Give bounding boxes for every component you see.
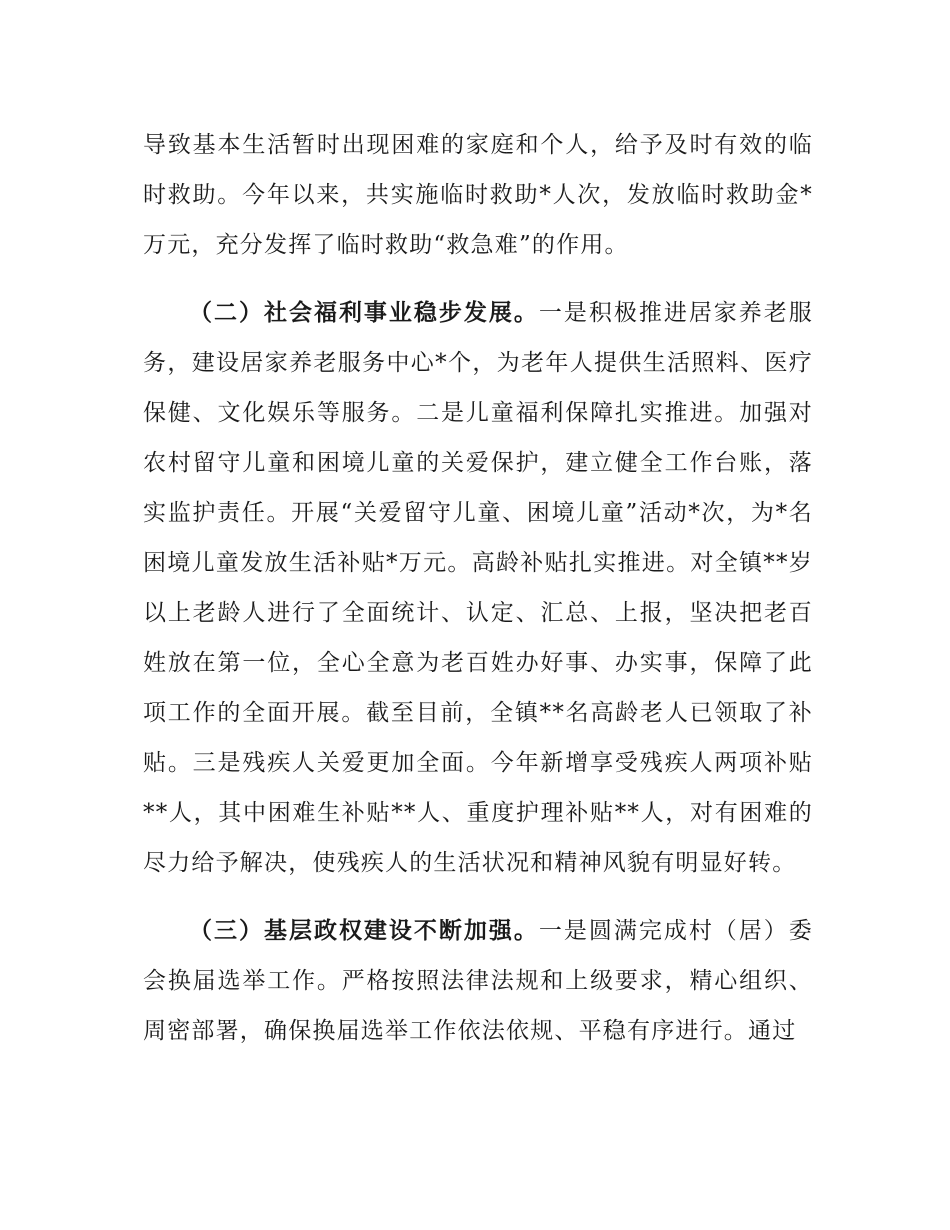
section-heading-grassroots-governance: （三）基层政权建设不断加强。 [189,918,539,944]
paragraph-text: 导致基本生活暂时出现困难的家庭和个人，给予及时有效的临时救助。今年以来，共实施临时救助*人次，发放临时救助金*万元，充分发挥了临时救助“救急难”的作用。 [143,132,813,258]
paragraph-social-welfare [143,288,813,888]
paragraph-gap [143,270,813,288]
section-heading-social-welfare: （二）社会福利事业稳步发展。 [189,300,539,326]
paragraph-temporary-assistance [143,120,813,270]
paragraph-text: 一是积极推进居家养老服务，建设居家养老服务中心*个，为老年人提供生活照料、医疗保健、文化娱乐等服务。二是儿童福利保障扎实推进。加强对农村留守儿童和困境儿童的关爱保护，建立健全工作台账，落实监护责任。开展“关爱留守儿童、困境儿童”活动*次，为*名困境儿童发放生活补贴*万元。高龄补贴扎实推进。对全镇**岁以上老龄人进行了全面统计、认定、汇总、上报，坚决把老百姓放在第一位，全心全意为老百姓办好事、办实事，保障了此项工作的全面开展。截至目前，全镇**名高龄老人已领取了补贴。三是残疾人关爱更加全面。今年新增享受残疾人两项补贴**人，其中困难生补贴**人、重度护理补贴**人，对有困难的尽力给予解决，使残疾人的生活状况和精神风貌有明显好转。 [143,300,813,876]
paragraph-gap [143,888,813,906]
document-body [143,120,813,1056]
paragraph-grassroots-governance [143,906,813,1056]
paragraph-text: 一是圆满完成村（居）委会换届选举工作。严格按照法律法规和上级要求，精心组织、周密部署，确保换届选举工作依法依规、平稳有序进行。通过 [143,918,813,1044]
